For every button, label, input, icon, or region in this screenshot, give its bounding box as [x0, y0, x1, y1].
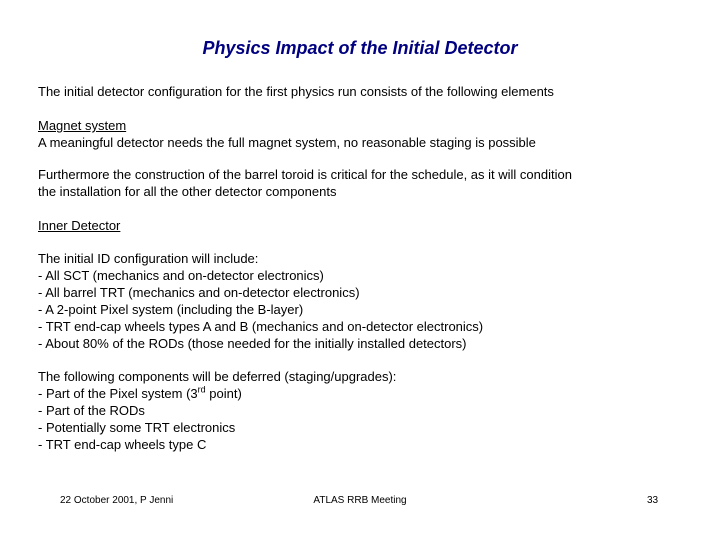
- slide-title: Physics Impact of the Initial Detector: [202, 38, 518, 58]
- magnet-paragraph-2: [38, 166, 698, 200]
- id-deferred-list: [38, 368, 698, 453]
- id-include-intro: The initial ID configuration will include:: [38, 251, 259, 266]
- list-item: - About 80% of the RODs (those needed for the initially installed detectors): [38, 336, 467, 351]
- list-item-text: - Part of the Pixel system (3: [38, 386, 198, 401]
- magnet-text: A meaningful detector needs the full magnet system, no reasonable staging is possible: [38, 135, 536, 150]
- list-item: - Part of the RODs: [38, 403, 145, 418]
- magnet-para2-line1: Furthermore the construction of the barrel toroid is critical for the schedule, as it will condition: [38, 167, 572, 182]
- id-deferred-intro: The following components will be deferred (staging/upgrades):: [38, 369, 397, 384]
- magnet-section: [38, 117, 698, 151]
- id-include-list: [38, 250, 698, 352]
- list-item: - TRT end-cap wheels type C: [38, 437, 207, 452]
- list-item-text: point): [205, 386, 242, 401]
- inner-detector-heading: Inner Detector: [38, 218, 121, 233]
- intro-paragraph: [38, 83, 698, 100]
- footer-meeting: ATLAS RRB Meeting: [313, 495, 407, 506]
- magnet-heading: Magnet system: [38, 118, 127, 133]
- list-item: - All SCT (mechanics and on-detector electronics): [38, 268, 324, 283]
- list-item: - TRT end-cap wheels types A and B (mechanics and on-detector electronics): [38, 319, 484, 334]
- magnet-para2-line2: the installation for all the other detector components: [38, 184, 337, 199]
- intro-text: The initial detector configuration for the first physics run consists of the following elements: [38, 84, 554, 99]
- superscript-ordinal: rd: [197, 384, 206, 395]
- list-item: - All barrel TRT (mechanics and on-detector electronics): [38, 285, 360, 300]
- list-item: - Potentially some TRT electronics: [38, 420, 236, 435]
- list-item: [38, 385, 698, 402]
- list-item: - A 2-point Pixel system (including the B-layer): [38, 302, 304, 317]
- inner-detector-heading-block: [38, 217, 698, 234]
- page-number: 33: [647, 495, 659, 506]
- footer-date-author: 22 October 2001, P Jenni: [60, 495, 174, 506]
